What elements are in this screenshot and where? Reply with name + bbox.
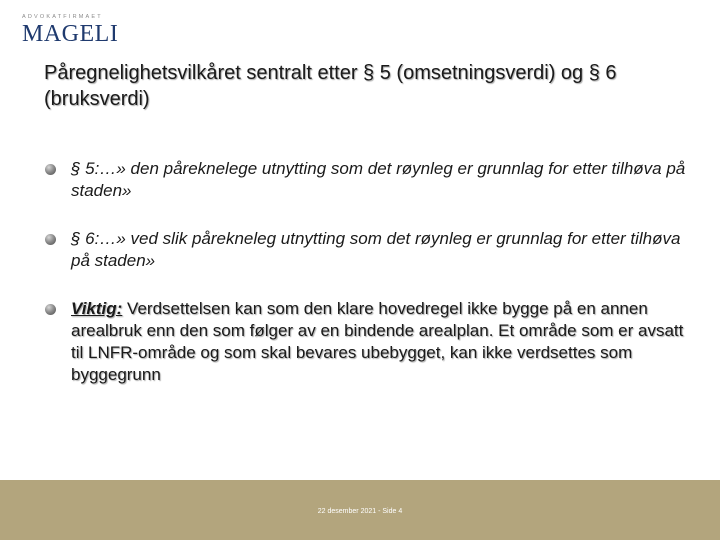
bullet-dot-icon	[45, 164, 56, 175]
bullet-dot-icon	[45, 304, 56, 315]
company-logo	[22, 14, 122, 46]
slide-title: Påregnelighetsvilkåret sentralt etter § 5 (omsetningsverdi) og § 6 (bruksverdi)	[44, 62, 617, 110]
bullet-list	[44, 158, 694, 386]
logo-tagline: ADVOKATFIRMAET	[22, 14, 103, 20]
footer-bar	[0, 480, 720, 540]
bullet-item-important	[44, 298, 694, 386]
bullet-item-section-5	[44, 158, 694, 202]
bullet-dot-icon	[45, 234, 56, 245]
bullet-item-section-6	[44, 228, 694, 272]
logo-name: MAGELI	[22, 21, 119, 47]
bullet-lead: Viktig:	[71, 299, 123, 318]
footer-date-page: 22 desember 2021 - Side 4	[317, 508, 403, 515]
bullet-text: Verdsettelsen kan som den klare hovedregel ikke bygge på en annen arealbruk enn den som følger av en bindende arealplan. Et område som er avsatt til LNFR-område og som skal bevares ubebygget, kan ikke verdsettes som byggegrunn	[71, 299, 684, 384]
bullet-text: § 5:…» den påreknelege utnytting som det røynleg er grunnlag for etter tilhøva på staden»	[71, 159, 686, 200]
bullet-text: § 6:…» ved slik pårekneleg utnytting som det røynleg er grunnlag for etter tilhøva på staden»	[71, 229, 681, 270]
